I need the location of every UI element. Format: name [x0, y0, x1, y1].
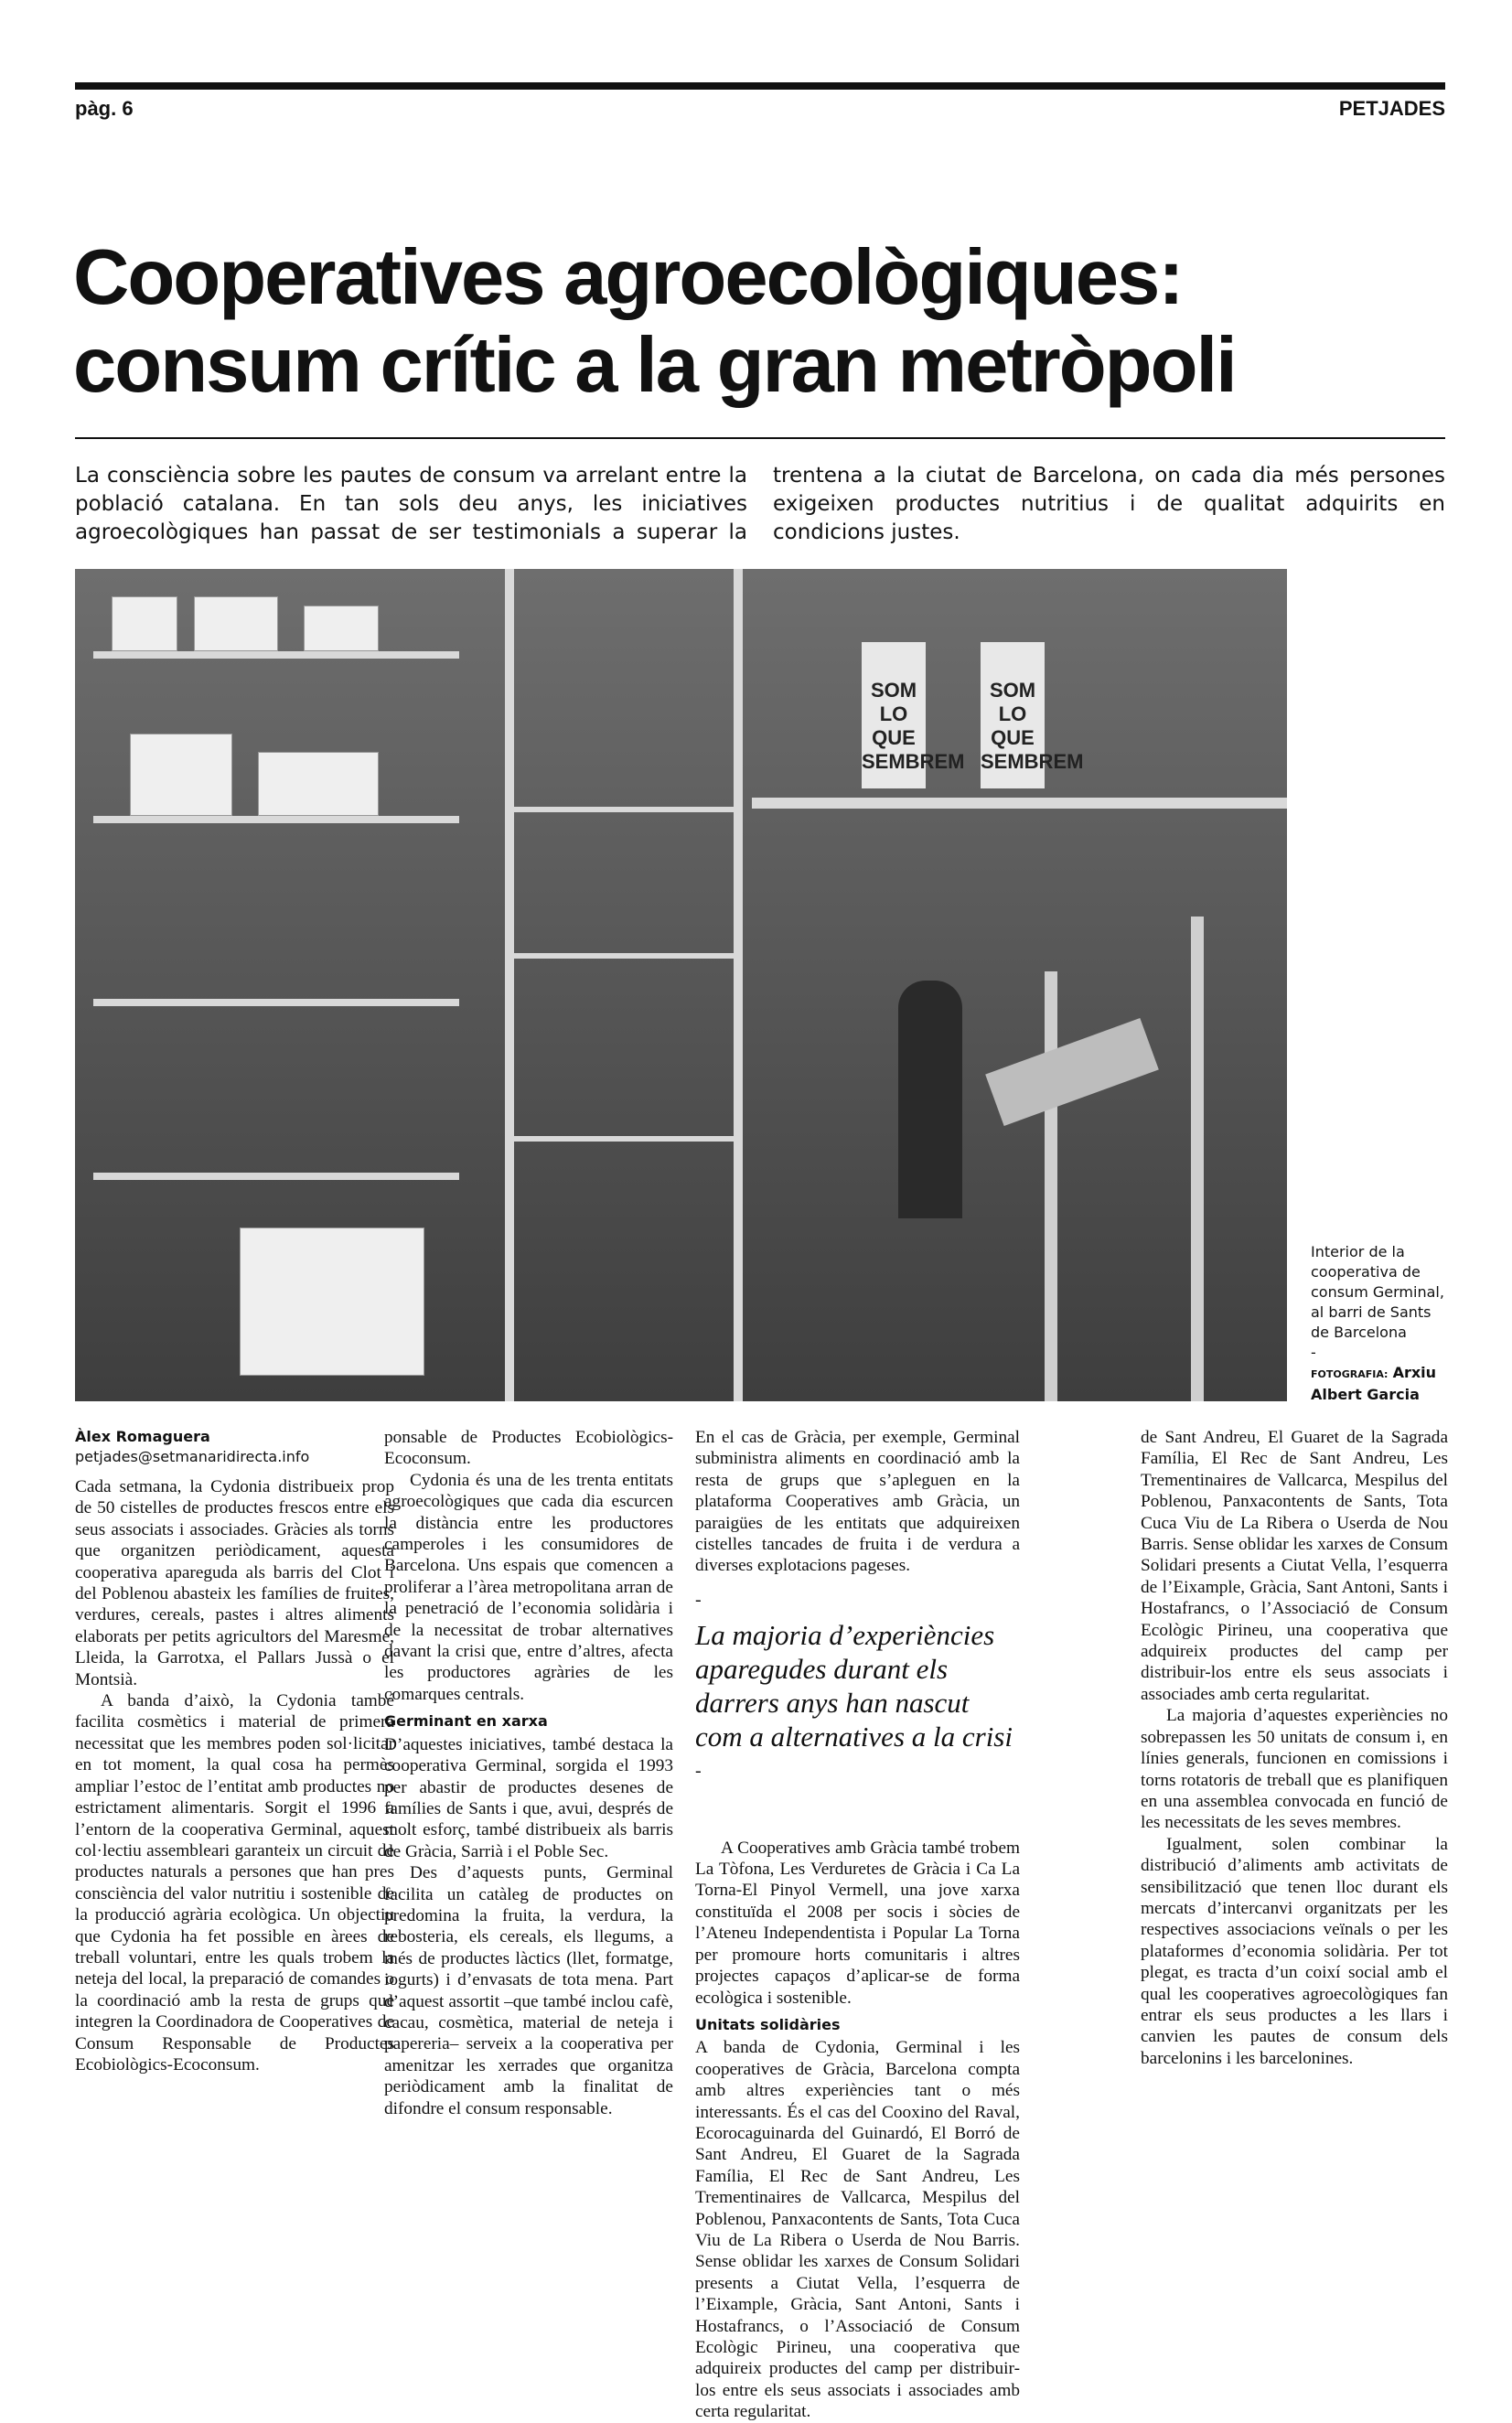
quote-dash: - [695, 1589, 702, 1610]
quote-dash: - [695, 1761, 702, 1782]
product-box [194, 596, 278, 651]
shelf [93, 1173, 459, 1180]
column-4 [1141, 1427, 1448, 2069]
quote-text: La majoria d’experiències aparegudes durant els darrers anys han nascut com a alternatives a la crisi [695, 1619, 1013, 1753]
paragraph: A Cooperatives amb Gràcia també trobem La Tòfona, Les Verduretes de Gràcia i Ca La Torna-El Pinyol Vermell, una jove xarxa constituïda el 2008 per socis i sòcies de l’Ateneu Independentista i Popular La Torna per promoure horts comunitaris i altres projectes capaços d’aplicar-se de forma ecològica i sostenible. [695, 1838, 1020, 2008]
photo-caption [1311, 1242, 1448, 1405]
page-number: pàg. 6 [75, 97, 134, 120]
paragraph: D’aquestes iniciatives, també destaca la cooperativa Germinal, sorgida el 1993 per abastir de productes desenes de famílies de Sants i que, avui, després de molt esforç, també distribueix als barris de Gràcia, Sarrià i el Poble Sec. [384, 1734, 673, 1861]
shelf [93, 999, 459, 1006]
standfirst: La consciència sobre les pautes de consum va arrelant entre la població catalana. En tan sols deu anys, les iniciatives agroecològiques han passat de ser testimonials a superar la trentena a la ciutat de Barcelona, on cada dia més persones exigeixen productes nutritius i de qualitat adquirits en condicions justes. [75, 464, 1445, 544]
subheading: Germinant en xarxa [384, 1712, 548, 1731]
author-name: Àlex Romaguera [75, 1428, 210, 1445]
product-box [304, 606, 379, 651]
column-3 [695, 1427, 1020, 2422]
shelf [514, 807, 734, 812]
headline: Cooperatives agroecològiques: consum crític a la gran metròpoli [73, 234, 1236, 409]
mezzanine [752, 798, 1287, 809]
wooden-crate [985, 1018, 1159, 1126]
section-name: PETJADES [1338, 97, 1445, 120]
shelf-post [505, 569, 514, 1401]
credit-label: FOTOGRAFIA: [1311, 1368, 1389, 1380]
banner: SOM LO QUE SEMBREM [981, 642, 1045, 788]
shelf [93, 816, 459, 823]
caption-text: Interior de la cooperativa de consum Germinal, al barri de Sants de Barcelona [1311, 1243, 1444, 1341]
paragraph: ponsable de Productes Ecobiològics-Ecoconsum. [384, 1428, 673, 1469]
paragraph: Igualment, solen combinar la distribució d’aliments amb activitats de sensibilització que tenen lloc durant els mercats d’intercanvi organitzats per les respectives associacions veïnals o per les plataformes d’economia solidària. Per tot plegat, es tracta d’un coixí social amb el qual les cooperatives agroecològiques fan entrar els seus productes a les llars i canvien les pautes de consum dels barcelonins i les barcelonines. [1141, 1834, 1448, 2068]
shelf [93, 651, 459, 659]
column-1 [75, 1427, 394, 2203]
subheading: Unitats solidàries [695, 2015, 841, 2033]
paragraph: de Sant Andreu, El Guaret de la Sagrada Família, El Rec de Sant Andreu, Les Trementinaires de Vallcarca, Mespilus del Poblenou, Panxacontents de Sants, Tota Cuca Viu de La Ribera o Userda de Nou Barris. Sense oblidar les xarxes de Consum Solidari presents a Ciutat Vella, l’esquerra de l’Eixample, Gràcia, Sant Antoni, Sants i Hostafrancs, o l’Associació de Consum Ecològic Pirineu, una cooperativa que adquireix productes del camp per distribuir-los entre els seus associats i associades amb certa regularitat. [1141, 1428, 1448, 1704]
caption-dash: - [1311, 1344, 1316, 1361]
paragraph: Des d’aquests punts, Germinal facilita un catàleg de productes on predomina la fruita, la verdura, la rebosteria, els cereals, els llegums, a més de productes làctics (llet, formatge, iogurts) i d’envasats de tota mena. Part d’aquest assortit –que també inclou cafè, cacau, cosmètica, material de neteja i papereria– serveix a la cooperativa per amenitzar les xerrades que organitza periòdicament amb la finalitat de difondre el consum responsable. [384, 1863, 673, 2118]
shelf-post [734, 569, 743, 1401]
byline [75, 1427, 394, 1467]
column-2-body [384, 1427, 673, 2119]
photo-credit: Arxiu Albert Garcia [1311, 1364, 1437, 1403]
person [898, 981, 962, 1218]
shelf [514, 953, 734, 959]
wooden-rack [1045, 971, 1057, 1401]
product-box [258, 752, 379, 816]
product-box [240, 1228, 424, 1376]
shelf [514, 1136, 734, 1142]
product-box [112, 596, 177, 651]
banner: SOM LO QUE SEMBREM [862, 642, 926, 788]
paragraph: Cydonia és una de les trenta entitats agroecològiques que cada dia escurcen la distància entre les productores camperoles i les consumidores de Barcelona. Uns espais que comencen a proliferar a l’àrea metropolitana arran de la penetració de l’economia solidària i de la necessitat de trobar alternatives davant la crisi que, entre d’altres, afecta les productores agràries de les comarques centrals. [384, 1470, 673, 1704]
paragraph: A banda de Cydonia, Germinal i les cooperatives de Gràcia, Barcelona compta amb altres experiències tant o més interessants. És el cas del Cooxino del Raval, Ecorocaguinarda del Guinardó, El Borró de Sant Andreu, El Guaret de la Sagrada Família, El Rec de Sant Andreu, Les Trementinaires de Vallcarca, Mespilus del Poblenou, Panxacontents de Sants, Tota Cuca Viu de La Ribera o Userda de Nou Barris. Sense oblidar les xarxes de Consum Solidari presents a Ciutat Vella, l’esquerra de l’Eixample, Gràcia, Sant Antoni, Sants i Hostafrancs, o l’Associació de Consum Ecològic Pirineu, una cooperativa que adquireix productes del camp per distribuir-los entre els seus associats i associades amb certa regularitat. [695, 2038, 1020, 2422]
store-photo [75, 569, 1287, 1401]
paragraph: Cada setmana, la Cydonia distribueix prop de 50 cistelles de productes frescos entre els seus associats i associades. Gràcies als torns que organitzen periòdicament, aquesta cooperativa apareguda als barris del Clot i del Poblenou abasteix les famílies de fruites, verdures, cereals, pastes i altres aliments elaborats per petits agricultors del Maresme, Lleida, la Garrotxa, el Pallars Jussà o el Montsià. [75, 1477, 394, 1689]
paragraph: A banda d’això, la Cydonia també facilita cosmètics i material de primera necessitat que les membres poden sol·licitar en tot moment, la qual cosa ha permès ampliar l’estoc de l’entitat amb productes no estrictament alimentaris. Sorgit el 1996 a l’entorn de la cooperativa Germinal, aquest col·lectiu assembleari garanteix un circuit de productes naturals a persones que han pres consciència del valor nutritiu i sostenible de la producció agrària ecològica. Un objectiu que Cydonia ha fet possible en àrees de treball voluntari, entre les quals trobem la neteja del local, la preparació de comandes o la coordinació amb la resta de grups que integren la Coordinadora de Cooperatives de Consum Responsable de Productes Ecobiològics-Ecoconsum. [75, 1691, 394, 2075]
top-rule [75, 82, 1445, 90]
author-email[interactable]: petjades@setmanaridirecta.info [75, 1448, 310, 1465]
paragraph: La majoria d’aquestes experiències no sobrepassen les 50 unitats de consum i, en línies generals, funcionen en comissions i torns rotatoris de treball que es planifiquen en una assemblea convocada en funció de les necessitats de les seves membres. [1141, 1706, 1448, 1833]
product-box [130, 734, 232, 816]
wooden-rack [1191, 917, 1204, 1401]
paragraph: En el cas de Gràcia, per exemple, Germinal subministra aliments en coordinació amb la resta de grups que s’apleguen en la plataforma Cooperatives amb Gràcia, un paraigües de les entitats que adquireixen cistelles tancades de fruita i de verdura a diverses explotacions pageses. [695, 1428, 1020, 1576]
pull-quote [695, 1590, 1020, 1783]
headline-rule [75, 437, 1445, 439]
